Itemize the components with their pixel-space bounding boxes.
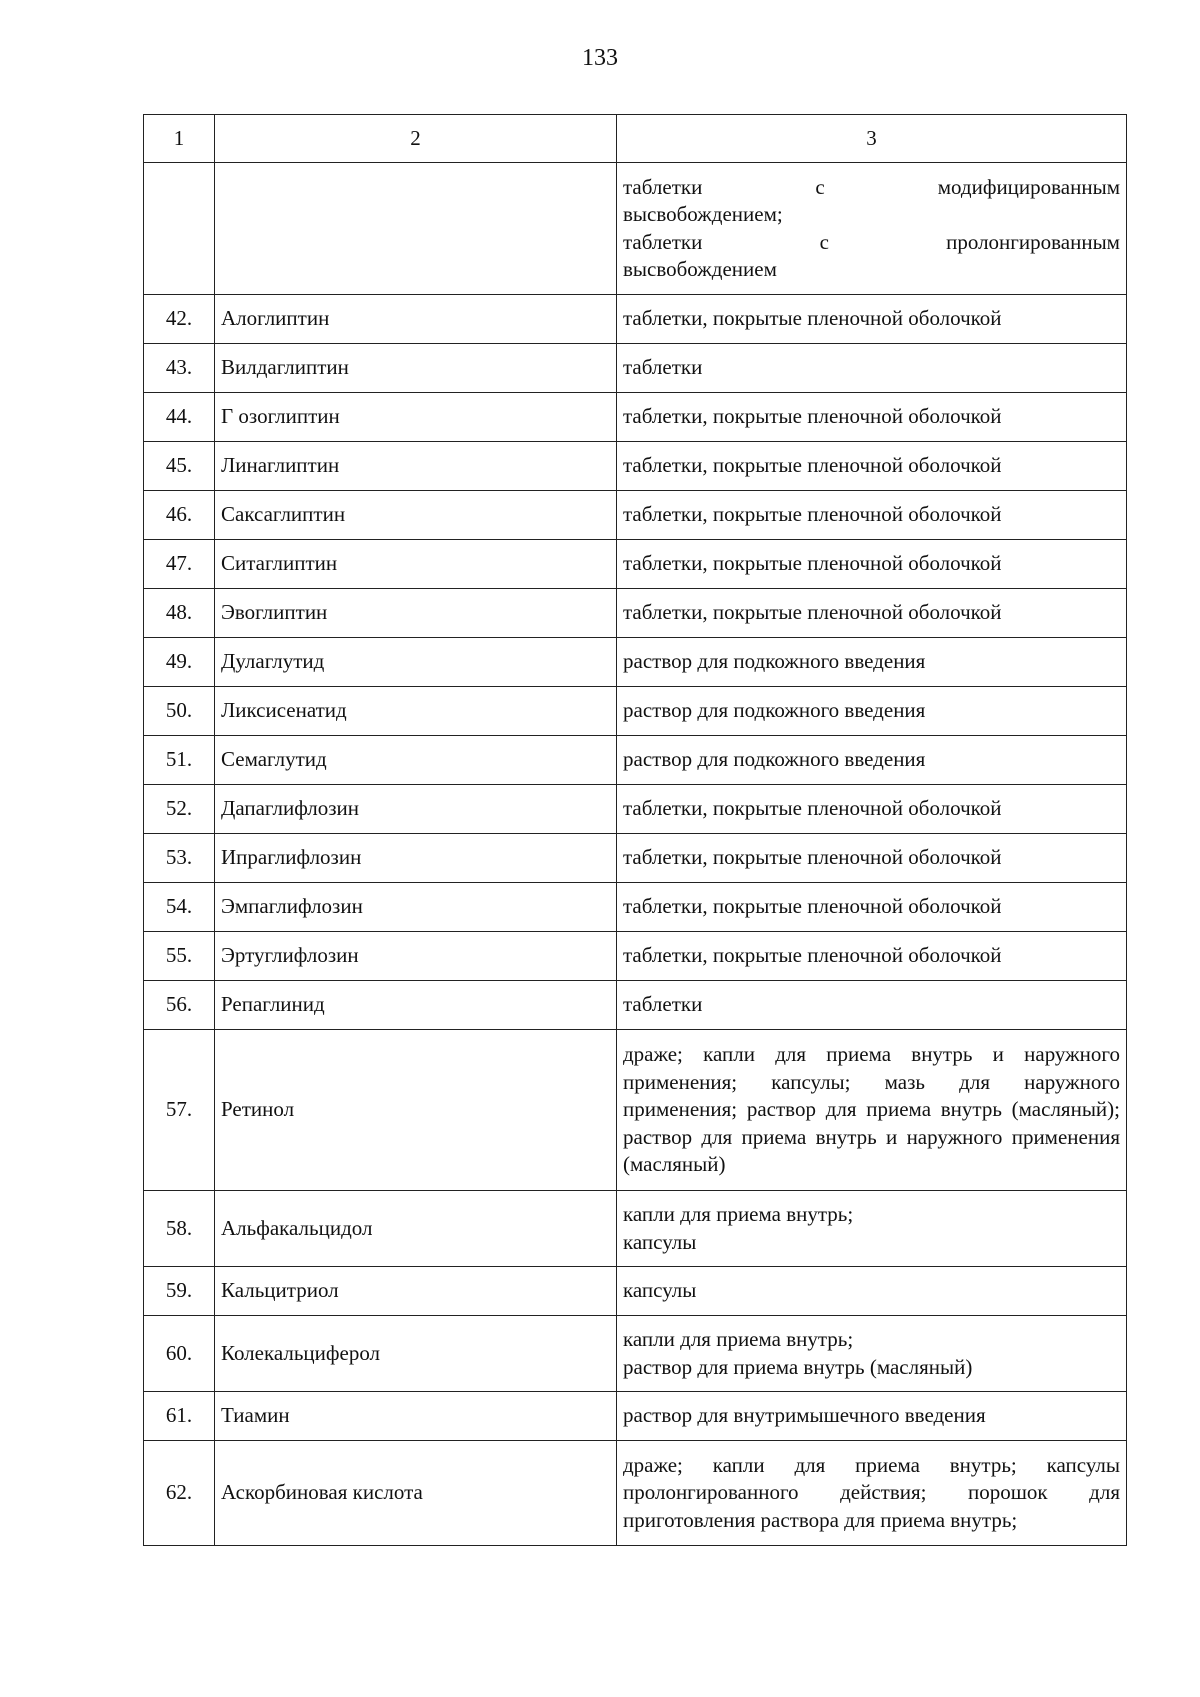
form-line: раствор для приема внутрь (масляный) xyxy=(623,1354,973,1379)
form-word: пролонгированным xyxy=(946,229,1120,254)
table-cell-form xyxy=(617,1191,1127,1267)
table-row xyxy=(144,785,1127,834)
form-line: капли для приема внутрь; xyxy=(623,1327,854,1351)
table-cell-num: 42. xyxy=(144,295,215,344)
table-cell-num: 62. xyxy=(144,1441,215,1546)
table-row xyxy=(144,1441,1127,1546)
table-cell-form: раствор для подкожного введения xyxy=(617,736,1127,785)
table-cell-name: Алоглиптин xyxy=(215,295,617,344)
table-row xyxy=(144,344,1127,393)
drug-table xyxy=(143,114,1127,1546)
table-cell-form: капсулы xyxy=(617,1267,1127,1316)
table-cell-form: драже; капли для приема внутрь; капсулы пролонгированного действия; порошок для приготовления раствора для приема внутрь; xyxy=(617,1441,1127,1546)
table-cell-num: 52. xyxy=(144,785,215,834)
table-cell-name: Ипраглифлозин xyxy=(215,834,617,883)
table-cell-name: Ситаглиптин xyxy=(215,540,617,589)
table-cell-form xyxy=(617,163,1127,295)
table-row xyxy=(144,1191,1127,1267)
page-number: 133 xyxy=(582,45,618,71)
form-word: с xyxy=(819,229,829,254)
table-cell-name: Эвоглиптин xyxy=(215,589,617,638)
table-cell-form: таблетки, покрытые пленочной оболочкой xyxy=(617,785,1127,834)
table-cell-num: 43. xyxy=(144,344,215,393)
table-cell-form: таблетки, покрытые пленочной оболочкой xyxy=(617,491,1127,540)
table-cell-name: Колекальциферол xyxy=(215,1316,617,1392)
table-row xyxy=(144,687,1127,736)
table-cell-name: Г озоглиптин xyxy=(215,393,617,442)
table-cell-name: Эмпаглифлозин xyxy=(215,883,617,932)
table-cell-form: таблетки, покрытые пленочной оболочкой xyxy=(617,883,1127,932)
table-cell-form: таблетки, покрытые пленочной оболочкой xyxy=(617,589,1127,638)
table-row xyxy=(144,589,1127,638)
table-cell-num: 44. xyxy=(144,393,215,442)
table-row xyxy=(144,393,1127,442)
table-row xyxy=(144,883,1127,932)
table-cell-form: таблетки, покрытые пленочной оболочкой xyxy=(617,932,1127,981)
table-row xyxy=(144,442,1127,491)
table-cell-num: 45. xyxy=(144,442,215,491)
header-col-1: 1 xyxy=(144,115,215,163)
table-row xyxy=(144,834,1127,883)
header-col-3: 3 xyxy=(617,115,1127,163)
table-cell-name: Кальцитриол xyxy=(215,1267,617,1316)
header-col-2: 2 xyxy=(215,115,617,163)
table-cell-form: таблетки, покрытые пленочной оболочкой xyxy=(617,834,1127,883)
table-row xyxy=(144,638,1127,687)
table-cell-name: Ретинол xyxy=(215,1030,617,1191)
table-cell-name: Дапаглифлозин xyxy=(215,785,617,834)
table-cell-num: 51. xyxy=(144,736,215,785)
table-cell-num: 48. xyxy=(144,589,215,638)
table-cell-form: таблетки xyxy=(617,981,1127,1030)
form-line: капсулы xyxy=(623,1229,697,1254)
table-cell-name: Ликсисенатид xyxy=(215,687,617,736)
table-cell-form: раствор для подкожного введения xyxy=(617,638,1127,687)
table-row xyxy=(144,1030,1127,1191)
table-cell-name: Саксаглиптин xyxy=(215,491,617,540)
table-cell-num: 46. xyxy=(144,491,215,540)
form-word: таблетки xyxy=(623,174,703,199)
table-cell-num: 57. xyxy=(144,1030,215,1191)
table-cell-name: Дулаглутид xyxy=(215,638,617,687)
table-cell-name: Альфакальцидол xyxy=(215,1191,617,1267)
form-word: таблетки xyxy=(623,229,703,254)
form-line: высвобождением xyxy=(623,257,777,281)
table-cell-form: таблетки, покрытые пленочной оболочкой xyxy=(617,295,1127,344)
table-cell-name: Эртуглифлозин xyxy=(215,932,617,981)
table-row xyxy=(144,1267,1127,1316)
table-cell-num: 58. xyxy=(144,1191,215,1267)
table-cell-form xyxy=(617,1316,1127,1392)
table-cell-name xyxy=(215,163,617,295)
table-cell-num: 60. xyxy=(144,1316,215,1392)
table-row xyxy=(144,540,1127,589)
table-cell-num: 54. xyxy=(144,883,215,932)
form-line xyxy=(623,174,1120,202)
form-word: с xyxy=(815,174,825,199)
table-row xyxy=(144,1392,1127,1441)
table-cell-name: Линаглиптин xyxy=(215,442,617,491)
table-row xyxy=(144,736,1127,785)
table-row xyxy=(144,932,1127,981)
table-cell-num: 49. xyxy=(144,638,215,687)
table-cell-name: Репаглинид xyxy=(215,981,617,1030)
table-cell-name: Аскорбиновая кислота xyxy=(215,1441,617,1546)
continuation-row xyxy=(144,163,1127,295)
table-cell-form: таблетки, покрытые пленочной оболочкой xyxy=(617,393,1127,442)
form-line: высвобождением; xyxy=(623,202,783,226)
table-cell-form: таблетки, покрытые пленочной оболочкой xyxy=(617,442,1127,491)
table-cell-name: Вилдаглиптин xyxy=(215,344,617,393)
table-cell-num: 59. xyxy=(144,1267,215,1316)
table-cell-num: 53. xyxy=(144,834,215,883)
form-line xyxy=(623,229,1120,257)
form-line: капли для приема внутрь; xyxy=(623,1202,854,1226)
table-cell-form: таблетки, покрытые пленочной оболочкой xyxy=(617,540,1127,589)
table-row xyxy=(144,981,1127,1030)
table-cell-num: 47. xyxy=(144,540,215,589)
table-cell-form: таблетки xyxy=(617,344,1127,393)
table-cell-num: 50. xyxy=(144,687,215,736)
table-cell-name: Тиамин xyxy=(215,1392,617,1441)
table-row xyxy=(144,1316,1127,1392)
table-row xyxy=(144,491,1127,540)
table-cell-form: раствор для внутримышечного введения xyxy=(617,1392,1127,1441)
table-cell-form: драже; капли для приема внутрь и наружного применения; капсулы; мазь для наружного применения; раствор для приема внутрь (масляный); раствор для приема внутрь и наружного применения (масляный) xyxy=(617,1030,1127,1191)
table-cell-form: раствор для подкожного введения xyxy=(617,687,1127,736)
table-cell-num: 55. xyxy=(144,932,215,981)
table-cell-num: 56. xyxy=(144,981,215,1030)
table-cell-num xyxy=(144,163,215,295)
table-cell-num: 61. xyxy=(144,1392,215,1441)
table-cell-name: Семаглутид xyxy=(215,736,617,785)
form-word: модифицированным xyxy=(937,174,1120,199)
table-header-row xyxy=(144,115,1127,163)
table-row xyxy=(144,295,1127,344)
